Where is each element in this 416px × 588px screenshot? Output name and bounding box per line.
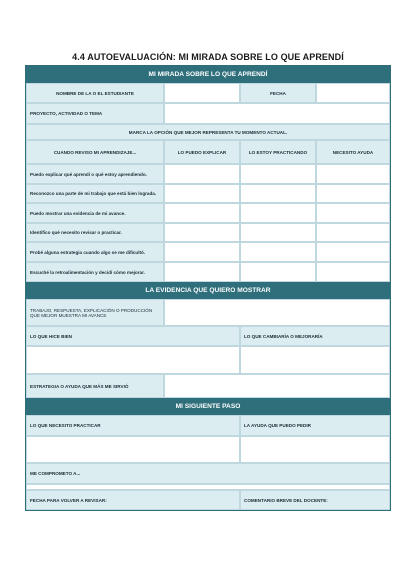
help-label: LA AYUDA QUE PUEDO PEDIR	[240, 415, 390, 436]
document-title: 4.4 AUTOEVALUACIÓN: MI MIRADA SOBRE LO QUE APRENDÍ	[72, 52, 344, 62]
checkbox-need-help[interactable]	[316, 184, 390, 203]
checkbox-can-explain[interactable]	[164, 164, 240, 184]
checkbox-practicing[interactable]	[240, 223, 316, 242]
review-date-label: FECHA PARA VOLVER A REVISAR:	[26, 490, 240, 510]
instruction-text: MARCA LA OPCIÓN QUE MEJOR REPRESENTA TU MOMENTO ACTUAL.	[26, 124, 390, 140]
section-header-learning: MI MIRADA SOBRE LO QUE APRENDÍ	[26, 66, 390, 83]
evidence-field[interactable]	[164, 299, 390, 326]
column-header-practicing: LO ESTOY PRACTICANDO	[240, 140, 316, 164]
date-field[interactable]	[316, 83, 390, 103]
would-change-field[interactable]	[240, 346, 390, 374]
checkbox-practicing[interactable]	[240, 242, 316, 262]
checkbox-can-explain[interactable]	[164, 242, 240, 262]
statement-row-label: Reconozco una parte de mi trabajo que está bien lograda.	[26, 184, 164, 203]
done-well-label: LO QUE HICE BIEN	[26, 326, 240, 346]
strategy-label: ESTRATEGIA O AYUDA QUE MÁS ME SIRVIÓ	[26, 374, 164, 398]
self-evaluation-form	[25, 65, 391, 511]
need-practice-label: LO QUE NECESITO PRACTICAR	[26, 415, 240, 436]
evidence-label: TRABAJO, RESPUESTA, EXPLICACIÓN O PRODUCCIÓN QUE MEJOR MUESTRA MI AVANCE	[26, 299, 164, 326]
need-practice-field[interactable]	[26, 436, 240, 463]
checkbox-can-explain[interactable]	[164, 223, 240, 242]
help-field[interactable]	[240, 436, 390, 463]
checkbox-can-explain[interactable]	[164, 262, 240, 282]
checkbox-need-help[interactable]	[316, 242, 390, 262]
student-name-field[interactable]	[164, 83, 240, 103]
column-header-need-help: NECESITO AYUDA	[316, 140, 390, 164]
student-name-label: NOMBRE DE LA O EL ESTUDIANTE	[26, 83, 164, 103]
teacher-comment-label: COMENTARIO BREVE DEL DOCENTE:	[240, 490, 390, 510]
checkbox-practicing[interactable]	[240, 184, 316, 203]
statement-row-label: Escuché la retroalimentación y decidí cómo mejorar.	[26, 262, 164, 282]
would-change-label: LO QUE CAMBIARÍA O MEJORARÍA	[240, 326, 390, 346]
done-well-field[interactable]	[26, 346, 240, 374]
column-header-can-explain: LO PUEDO EXPLICAR	[164, 140, 240, 164]
checkbox-can-explain[interactable]	[164, 184, 240, 203]
checkbox-need-help[interactable]	[316, 223, 390, 242]
column-header-review: CUANDO REVISO MI APRENDIZAJE...	[26, 140, 164, 164]
project-field[interactable]	[164, 103, 390, 124]
checkbox-need-help[interactable]	[316, 164, 390, 184]
section-header-next-step: MI SIGUIENTE PASO	[26, 398, 390, 415]
checkbox-practicing[interactable]	[240, 164, 316, 184]
statement-row-label: Puedo explicar qué aprendí o qué estoy aprendiendo.	[26, 164, 164, 184]
checkbox-practicing[interactable]	[240, 262, 316, 282]
section-header-evidence: LA EVIDENCIA QUE QUIERO MOSTRAR	[26, 282, 390, 299]
project-label: PROYECTO, ACTIVIDAD O TEMA	[26, 103, 164, 124]
statement-row-label: Puedo mostrar una evidencia de mi avance.	[26, 203, 164, 223]
checkbox-can-explain[interactable]	[164, 203, 240, 223]
checkbox-practicing[interactable]	[240, 203, 316, 223]
statement-row-label: Probé alguna estrategia cuando algo se me dificultó.	[26, 242, 164, 262]
date-label: FECHA	[240, 83, 316, 103]
checkbox-need-help[interactable]	[316, 203, 390, 223]
commit-label: ME COMPROMETO A...	[26, 463, 390, 484]
statement-row-label: Identifico qué necesito revisar o practicar.	[26, 223, 164, 242]
strategy-field[interactable]	[164, 374, 390, 398]
checkbox-need-help[interactable]	[316, 262, 390, 282]
